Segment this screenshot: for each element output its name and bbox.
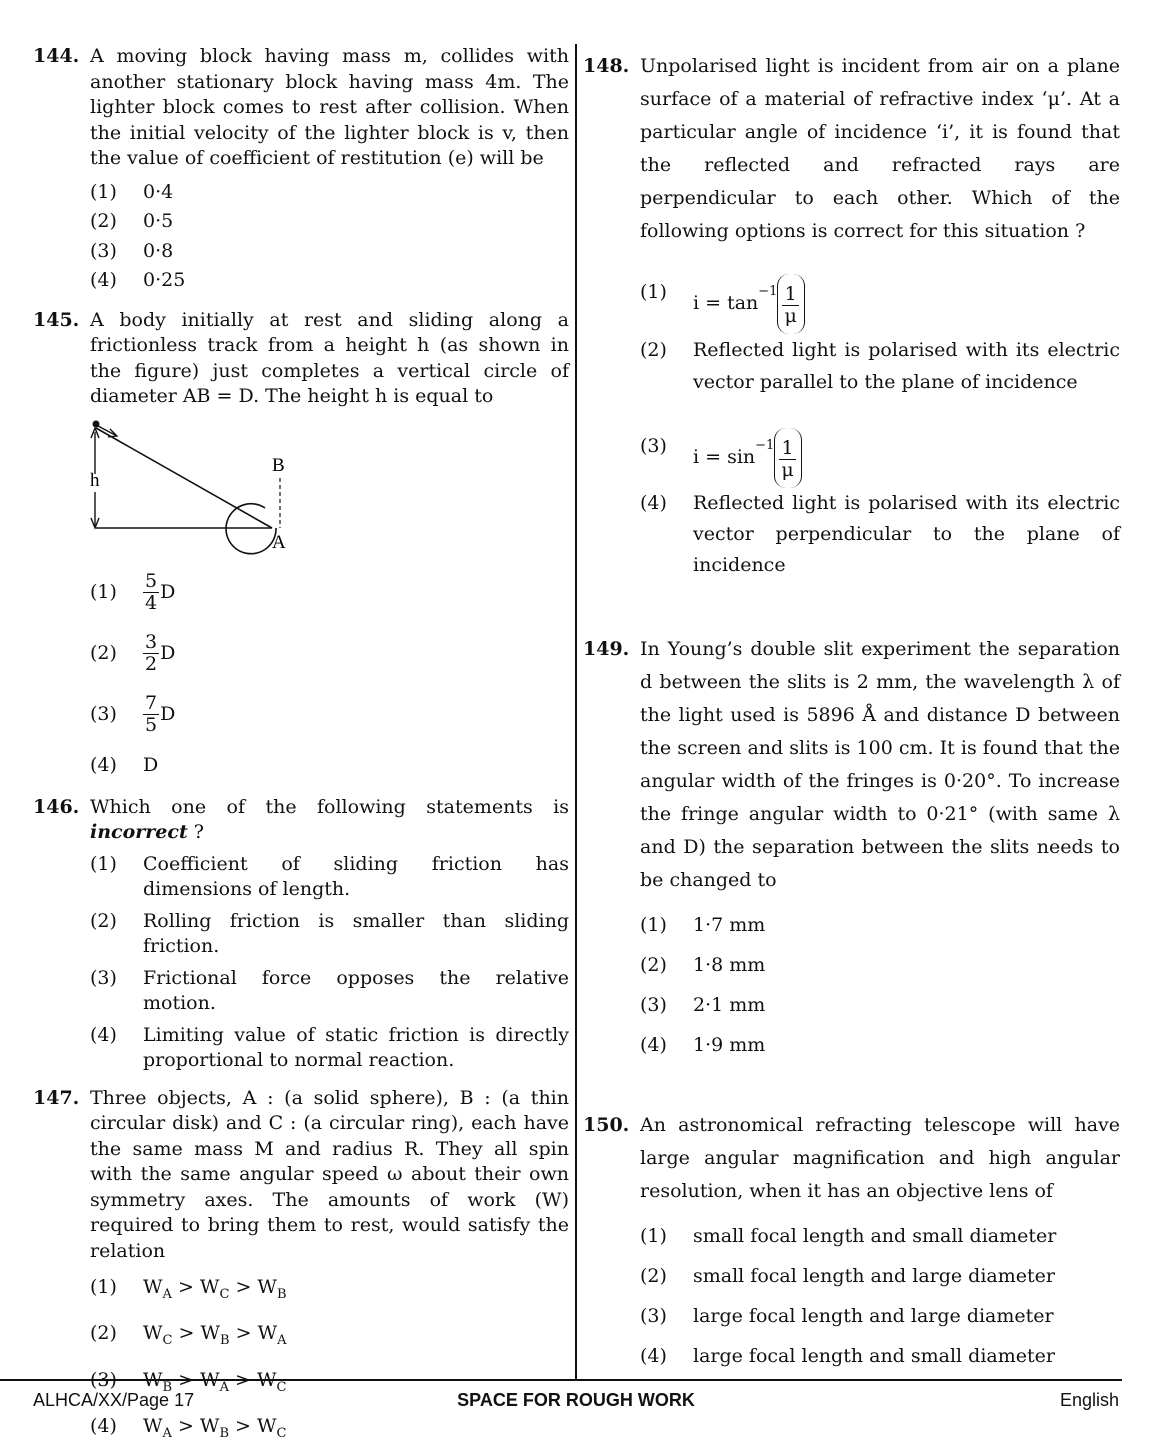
option-text: Frictional force opposes the relative motion. [143,967,569,1015]
denominator: μ [782,306,798,327]
question-150 [583,1109,1120,1376]
work-relation [143,1276,287,1298]
greater-than: > [230,1322,258,1344]
work-subscript: C [219,1287,229,1302]
question-149 [583,633,1120,1065]
option-1 [90,1268,569,1314]
option-text: 1·8 mm [693,954,765,976]
greater-than: > [229,1369,257,1391]
work-subscript: B [219,1426,229,1441]
option-text: 0·5 [143,210,173,232]
work-subscript: B [220,1333,230,1348]
option-text: Rolling friction is smaller than sliding friction. [143,910,569,958]
option-1 [90,562,569,623]
question-number: 149. [583,633,629,666]
option-number: (3) [90,966,117,992]
option-4 [90,1023,569,1074]
work-subscript: C [163,1333,173,1348]
option-number: (1) [640,262,667,322]
option-2 [640,1256,1120,1296]
option-2 [90,909,569,960]
option-1 [640,262,1120,322]
option-number: (2) [90,909,117,935]
question-number: 144. [33,44,79,70]
option-2 [90,1314,569,1360]
option-number: (4) [90,1023,117,1049]
option-number: (3) [90,237,117,267]
formula-text: i = tan [693,292,758,314]
option-number: (3) [640,416,667,476]
fraction [779,438,795,481]
question-text: In Young’s double slit experiment the separation d between the slits is 2 mm, the wavelength λ of the light used is 5896 Å and distance D between the screen and slits is 100 cm. It is found that the angular width of the fringes is 0·20°. To increase the fringe angular width to 0·21° (with same λ and D) the separation between the slits needs to be changed to [640,633,1120,897]
option-number: (2) [90,623,117,684]
question-text: A moving block having mass m, collides with another stationary block having mass 4m. The lighter block comes to rest after collision. When the initial velocity of the lighter block is v, then the value of coefficient of restitution (e) will be [90,44,569,172]
option-4 [640,1336,1120,1376]
question-text: An astronomical refracting telescope will have large angular magnification and high angular resolution, when it has an objective lens of [640,1109,1120,1208]
option-number: (1) [90,1268,117,1307]
option-text: 1·9 mm [693,1034,765,1056]
work-symbol: W [257,1369,277,1391]
fraction [143,571,159,614]
option-text: Reflected light is polarised with its electric vector parallel to the plane of incidence [693,339,1120,393]
option-2 [90,623,569,684]
option-text: D [160,703,175,725]
option-number: (3) [640,1296,667,1336]
question-number: 147. [33,1086,79,1112]
option-number: (3) [90,1361,117,1400]
option-number: (4) [90,1407,117,1446]
option-1 [90,178,569,208]
work-symbol: W [258,1322,278,1344]
question-text: Three objects, A : (a solid sphere), B : (a thin circular disk) and C : (a circular ring), each have the same mass M and radius R. They all spin with the same angular speed ω about their own symmetry axes. The amounts of work (W) required to bring them to rest, would satisfy the relation [90,1086,569,1265]
label-b: B [272,455,285,476]
option-2 [640,945,1120,985]
denominator: 2 [143,654,159,675]
option-4 [640,488,1120,581]
option-number: (2) [640,334,667,366]
superscript: −1 [758,284,777,299]
parenthesis [777,274,804,334]
option-text: D [160,581,175,603]
question-number: 148. [583,50,629,83]
formula-text: i = sin [693,446,755,468]
question-text: Unpolarised light is incident from air on a plane surface of a material of refractive index ‘μ’. At a particular angle of incidence ‘i’, it is found that the reflected and refracted rays are perpendicular to each other. Which of the following options is correct for this situation ? [640,50,1120,248]
work-subscript: A [220,1379,229,1394]
option-4 [90,1407,569,1453]
option-4 [90,266,569,296]
language-label: English [1060,1390,1119,1411]
option-text: D [160,642,175,664]
option-2 [640,334,1120,398]
work-symbol: W [143,1369,163,1391]
option-text: Reflected light is polarised with its electric vector perpendicular to the plane of incidence [693,492,1120,576]
option-number: (4) [640,1025,667,1065]
denominator: 4 [143,593,159,614]
option-text: large focal length and small diameter [693,1345,1055,1367]
option-3 [640,985,1120,1025]
question-number: 150. [583,1109,629,1142]
option-number: (2) [640,1256,667,1296]
option-number: (3) [640,985,667,1025]
greater-than: > [172,1322,200,1344]
greater-than: > [229,1415,257,1437]
option-number: (2) [90,1314,117,1353]
track-figure [90,418,350,558]
option-3 [90,237,569,267]
work-subscript: A [277,1333,286,1348]
work-relation [143,1415,287,1437]
option-number: (1) [640,905,667,945]
option-number: (4) [90,266,117,296]
page-number: ALHCA/XX/Page 17 [33,1390,194,1411]
option-4 [640,1025,1120,1065]
superscript: −1 [755,438,774,453]
option-text: Limiting value of static friction is directly proportional to normal reaction. [143,1024,569,1072]
work-symbol: W [257,1276,277,1298]
work-relation [143,1322,287,1344]
option-3 [90,684,569,745]
option-number: (4) [640,488,667,519]
numerator: 7 [143,693,159,715]
right-column [583,44,1120,1376]
left-column [33,44,569,1453]
work-symbol: W [257,1415,277,1437]
option-text: 2·1 mm [693,994,765,1016]
option-number: (1) [90,852,117,878]
work-symbol: W [143,1322,163,1344]
question-mark: ? [188,821,204,843]
work-symbol: W [200,1276,220,1298]
fraction [782,284,798,327]
option-number: (1) [640,1216,667,1256]
option-text: small focal length and large diameter [693,1265,1055,1287]
greater-than: > [172,1276,200,1298]
option-4 [90,745,569,785]
work-symbol: W [143,1415,163,1437]
option-text: 0·8 [143,240,173,262]
work-symbol: W [200,1322,220,1344]
option-number: (3) [90,684,117,745]
work-symbol: W [200,1415,220,1437]
work-symbol: W [200,1369,220,1391]
numerator: 1 [782,284,798,306]
option-text: 1·7 mm [693,914,765,936]
fraction [143,632,159,675]
greater-than: > [172,1415,200,1437]
work-subscript: C [277,1379,287,1394]
option-number: (2) [90,207,117,237]
numerator: 1 [779,438,795,460]
option-1 [90,852,569,903]
option-number: (1) [90,562,117,623]
option-text: large focal length and large diameter [693,1305,1054,1327]
work-subscript: A [163,1287,172,1302]
question-144 [33,44,569,296]
greater-than: > [172,1369,200,1391]
work-subscript: B [163,1379,173,1394]
question-145 [33,308,569,785]
work-relation [143,1369,287,1391]
option-text: Coefficient of sliding friction has dimensions of length. [143,853,569,901]
question-emphasis: incorrect [90,821,188,843]
option-1 [640,905,1120,945]
question-148 [583,50,1120,581]
option-text: small focal length and small diameter [693,1225,1056,1247]
option-3 [640,1296,1120,1336]
denominator: μ [779,460,795,481]
option-text: 0·4 [143,181,173,203]
question-text [90,795,569,846]
parenthesis [774,428,801,488]
option-number: (1) [90,178,117,208]
option-3 [640,416,1120,476]
option-text: D [143,754,158,776]
option-number: (4) [90,745,117,785]
denominator: 5 [143,715,159,736]
fraction [143,693,159,736]
column-divider [575,44,577,1380]
numerator: 5 [143,571,159,593]
option-number: (2) [640,945,667,985]
label-a: A [272,532,286,553]
numerator: 3 [143,632,159,654]
question-text: A body initially at rest and sliding along a frictionless track from a height h (as shown in the figure) just completes a vertical circle of diameter AB = D. The height h is equal to [90,308,569,410]
label-h: h [90,470,100,491]
work-subscript: C [277,1426,287,1441]
question-text-main: Which one of the following statements is [90,796,569,818]
question-number: 146. [33,795,79,821]
question-146 [33,795,569,1074]
work-subscript: B [277,1287,287,1302]
incline-line [96,428,272,528]
work-subscript: A [163,1426,172,1441]
option-3 [90,966,569,1017]
option-2 [90,207,569,237]
rough-work-label: SPACE FOR ROUGH WORK [0,1390,1152,1411]
work-symbol: W [143,1276,163,1298]
option-text: 0·25 [143,269,185,291]
greater-than: > [229,1276,257,1298]
option-1 [640,1216,1120,1256]
question-number: 145. [33,308,79,334]
option-number: (4) [640,1336,667,1376]
